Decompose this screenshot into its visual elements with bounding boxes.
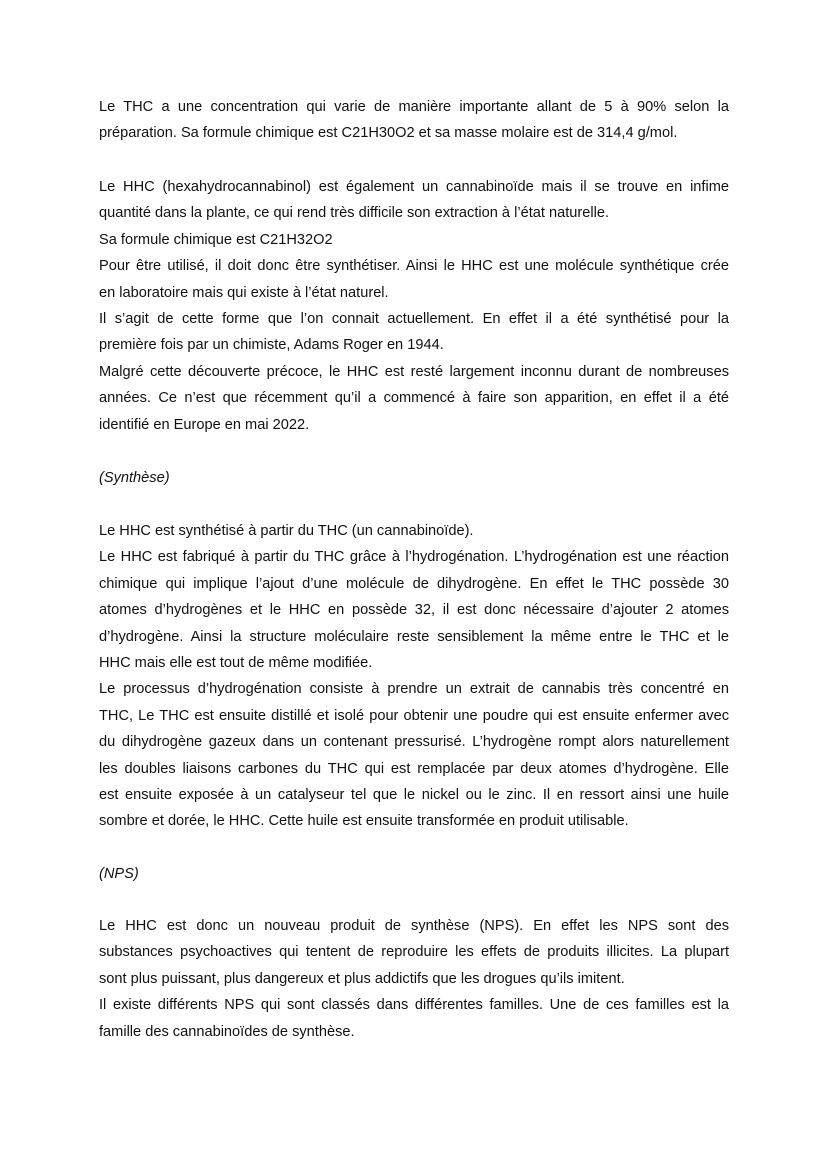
text-line: sont plus puissant, plus dangereux et plus addictifs que les drogues qu’ils imitent. (99, 970, 625, 987)
text-line: chimique qui implique l’ajout d’une molécule de dihydrogène. En effet le THC possède 30 (99, 575, 729, 592)
text-line: HHC mais elle est tout de même modifiée. (99, 654, 373, 671)
text-line: famille des cannabinoïdes de synthèse. (99, 1023, 355, 1040)
text-line: Malgré cette découverte précoce, le HHC est resté largement inconnu durant de nombreuses (99, 363, 729, 380)
text-line: identifié en Europe en mai 2022. (99, 416, 310, 433)
text-line: première fois par un chimiste, Adams Roger en 1944. (99, 337, 444, 354)
text-line: Il s’agit de cette forme que l’on connait actuellement. En effet il a été synthétisé pour la (99, 310, 729, 327)
text-line: Le HHC est synthétisé à partir du THC (un cannabinoïde). (99, 523, 474, 539)
text-line: Le processus d’hydrogénation consiste à prendre un extrait de cannabis très concentré en (99, 681, 729, 698)
text-line: Le HHC (hexahydrocannabinol) est également un cannabinoïde mais il se trouve en infime (99, 179, 729, 195)
text-line: THC, Le THC est ensuite distillé et isolé pour obtenir une poudre qui est ensuite enfermer avec (99, 707, 729, 724)
text-line: Le HHC est fabriqué à partir du THC grâce à l’hydrogénation. L’hydrogénation est une réaction (99, 549, 729, 566)
paragraph-hhc-definition (99, 174, 729, 438)
text-line: Il existe différents NPS qui sont classés dans différentes familles. Une de ces familles est la (99, 997, 729, 1014)
text-line: quantité dans la plante, ce qui rend très difficile son extraction à l’état naturelle. (99, 205, 610, 222)
text-line: atomes d’hydrogènes et le HHC en possède 32, il est donc nécessaire d’ajouter 2 atomes (99, 602, 729, 619)
text-line: Le HHC est donc un nouveau produit de synthèse (NPS). En effet les NPS sont des (99, 918, 729, 934)
text-line: du dihydrogène gazeux dans un contenant pressurisé. L’hydrogène rompt alors naturellement (99, 734, 729, 751)
text-line: substances psychoactives qui tentent de reproduire les effets de produits illicites. La plupart (99, 944, 729, 961)
text-line: en laboratoire mais qui existe à l’état naturel. (99, 284, 389, 301)
text-line: préparation. Sa formule chimique est C21H30O2 et sa masse molaire est de 314,4 g/mol. (99, 125, 678, 142)
text-line: les doubles liaisons carbones du THC qui est remplacée par deux atomes d’hydrogène. Elle (99, 760, 729, 777)
paragraph-synthese (99, 518, 729, 835)
section-heading-nps: (NPS) (99, 866, 139, 882)
text-line: Pour être utilisé, il doit donc être synthétiser. Ainsi le HHC est une molécule synthétique crée (99, 258, 729, 275)
text-line: d’hydrogène. Ainsi la structure moléculaire reste sensiblement la même entre le THC et le (99, 628, 729, 645)
text-line: Le THC a une concentration qui varie de manière importante allant de 5 à 90% selon la (99, 99, 729, 115)
text-line: années. Ce n’est que récemment qu’il a commencé à faire son apparition, en effet il a été (99, 390, 729, 407)
section-heading-synthese: (Synthèse) (99, 470, 170, 486)
paragraph-nps (99, 913, 729, 1045)
text-line: est ensuite exposée à un catalyseur tel que le nickel ou le zinc. Il en ressort ainsi une huile (99, 786, 729, 803)
text-line: sombre et dorée, le HHC. Cette huile est ensuite transformée en produit utilisable. (99, 813, 629, 830)
paragraph-thc-concentration (99, 94, 729, 147)
text-line: Sa formule chimique est C21H32O2 (99, 231, 333, 248)
